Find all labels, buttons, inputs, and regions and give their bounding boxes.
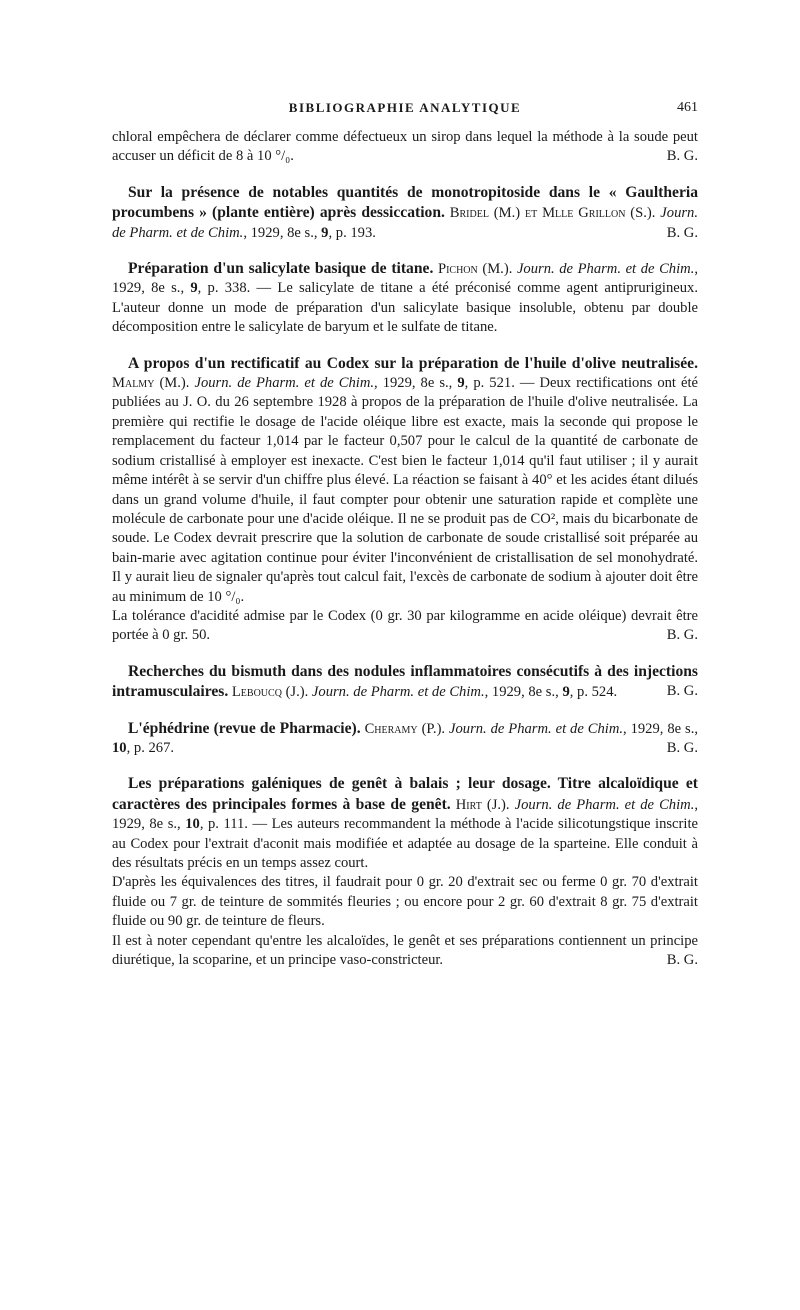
signature: B. G. (666, 952, 698, 969)
signature: B. G. (666, 148, 698, 165)
entry-authors: Bridel (M.) et Mlle Grillon (S.). (449, 205, 656, 222)
carryover-paragraph (112, 128, 698, 167)
bibliography-entry (112, 183, 698, 243)
entry-ref-a: , 1929, 8e s., (112, 796, 698, 833)
entry-volume: 10 (112, 739, 127, 756)
entry-journal: Journ. de Pharm. et de Chim. (112, 205, 698, 241)
entry-volume: 9 (457, 375, 465, 392)
entry-title: Recherches du bismuth dans des nodules inflammatoires consécutifs à des injections intramusculaires. (112, 662, 698, 701)
entry-journal: Journ. de Pharm. et de Chim. (514, 796, 695, 813)
entry-volume: 9 (321, 224, 329, 241)
entry-ref-a: , 1929, 8e s., (484, 684, 563, 701)
entry-volume: 9 (190, 280, 198, 297)
entry-authors: Cheramy (P.). (364, 720, 446, 737)
entry-title: Sur la présence de notables quantités de monotropitoside dans le « Gaultheria procumbens » (plante entière) après dessiccation. (112, 183, 698, 222)
page-body (112, 128, 698, 970)
entry-ref-a: , 1929, 8e s., (243, 224, 322, 241)
entry-text: Deux rectifications ont été publiées au J. O. du 26 septembre 1928 à propos de la préparation de l'huile d'olive neutralisée. La première qui rectifie le dosage de l'acide oléique libre est exacte, mais la seconde qui propose le remplacement du facteur 1,014 par le facteur 0,507 pour le calcul de la quantité de carbonate de sodium cristallisé à employer est inexacte. C'est bien le facteur 1,014 qu'il faut utiliser ; il y aurait même intérêt à se servir d'un chiffre plus élevé. La réaction se faisant à 40° et les acides étant dilués dans un grand volume d'huile, il faut compter pour obtenir une saturation rapide et complète une molécule de carbonate pour une d'acide oléique. Il ne se produit pas de CO², mais du bicarbonate de soude. Le Codex devrait prescrire que la solution de carbonate de soude cristallisé soit préparée au bain-marie avec agitation continue pour éviter l'inconvénient de cristallisation de sel monohydraté. Il y aurait lieu de signaler qu'après tout calcul fait, l'excès de carbonate de sodium à ajouter doit être au minimum de 10 °/₀. (112, 375, 698, 605)
entry-paragraph (112, 932, 698, 971)
entry-title: L'éphédrine (revue de Pharmacie). (128, 719, 361, 737)
signature: B. G. (666, 739, 698, 756)
entry-text: Les auteurs recommandent la méthode à l'acide silicotungstique inscrite au Codex pour l'extrait d'aconit mais modifiée et adaptée au dosage de la sparteine. Elle conduit à des résultats précis en un temps assez court. (112, 816, 698, 871)
entry-authors: Malmy (M.). (112, 375, 190, 392)
running-head (112, 100, 698, 120)
entry-ref-b: , p. 521. — (464, 375, 540, 392)
entry-authors: Hirt (J.). (455, 796, 510, 813)
entry-text-3: Il est à noter cependant qu'entre les alcaloïdes, le genêt et ses préparations contiennent un principe diurétique, la scoparine, et un principe vaso-constricteur. (112, 932, 698, 969)
entry-volume: 10 (185, 816, 200, 833)
entry-ref-b: , p. 193. (328, 224, 376, 241)
entry-ref-a: , 1929, 8e s., (623, 720, 698, 737)
entry-journal: Journ. de Pharm. et de Chim. (516, 261, 695, 278)
entry-title: Les préparations galéniques de genêt à balais ; leur dosage. Titre alcaloïdique et caractères des principales formes à base de genêt. (112, 775, 698, 813)
bibliography-entry (112, 662, 698, 703)
entry-ref-a: , 1929, 8e s., (112, 261, 699, 297)
running-head-title: BIBLIOGRAPHIE ANALYTIQUE (288, 100, 522, 115)
entry-ref-b: , p. 338. — (197, 280, 278, 297)
page-number: 461 (677, 100, 698, 115)
entry-ref-b: , p. 524. (569, 684, 618, 701)
entry-ref-a: , 1929, 8e s., (374, 375, 458, 392)
entry-ref-b: , p. 267. (126, 739, 175, 756)
entry-journal: Journ. de Pharm. et de Chim. (194, 375, 375, 392)
entry-text: Le salicylate de titane a été préconisé comme agent antiprurigineux. L'auteur donne un mode de préparation d'un salicylate basique insoluble, obtenu par double décomposition entre le salicylate de baryum et le sulfate de titane. (112, 280, 698, 336)
entry-ref-b: , p. 111. — (199, 816, 272, 833)
entry-authors: Pichon (M.). (437, 261, 513, 278)
entry-text-2: La tolérance d'acidité admise par le Codex (0 gr. 30 par kilogramme en acide oléique) devrait être portée à 0 gr. 50. (112, 607, 698, 644)
signature: B. G. (666, 627, 698, 644)
signature: B. G. (666, 224, 698, 241)
bibliography-entry (112, 259, 698, 338)
entry-authors: Leboucq (J.). (231, 684, 309, 701)
bibliography-entry (112, 774, 698, 970)
entry-paragraph (112, 607, 698, 646)
entry-title: Préparation d'un salicylate basique de titane. (128, 260, 434, 278)
entry-text-2: D'après les équivalences des titres, il faudrait pour 0 gr. 20 d'extrait sec ou ferme 0 gr. 70 d'extrait fluide ou 7 gr. de teinture de sommités fleuries ; ou encore pour 2 gr. 60 d'extrait 8 gr. 75 d'extrait fluide ou 90 gr. de teinture de fleurs. (112, 874, 698, 930)
entry-volume: 9 (562, 684, 570, 701)
bibliography-entry (112, 719, 698, 759)
signature: B. G. (666, 683, 698, 700)
entry-paragraph (112, 873, 698, 931)
entry-title: A propos d'un rectificatif au Codex sur la préparation de l'huile d'olive neutralisée. (128, 354, 698, 372)
entry-journal: Journ. de Pharm. et de Chim. (449, 720, 624, 737)
carryover-text: chloral empêchera de déclarer comme défectueux un sirop dans lequel la méthode à la soude peut accuser un déficit de 8 à 10 °/₀. (112, 129, 698, 165)
bibliography-entry (112, 354, 698, 646)
entry-journal: Journ. de Pharm. et de Chim. (311, 684, 485, 701)
